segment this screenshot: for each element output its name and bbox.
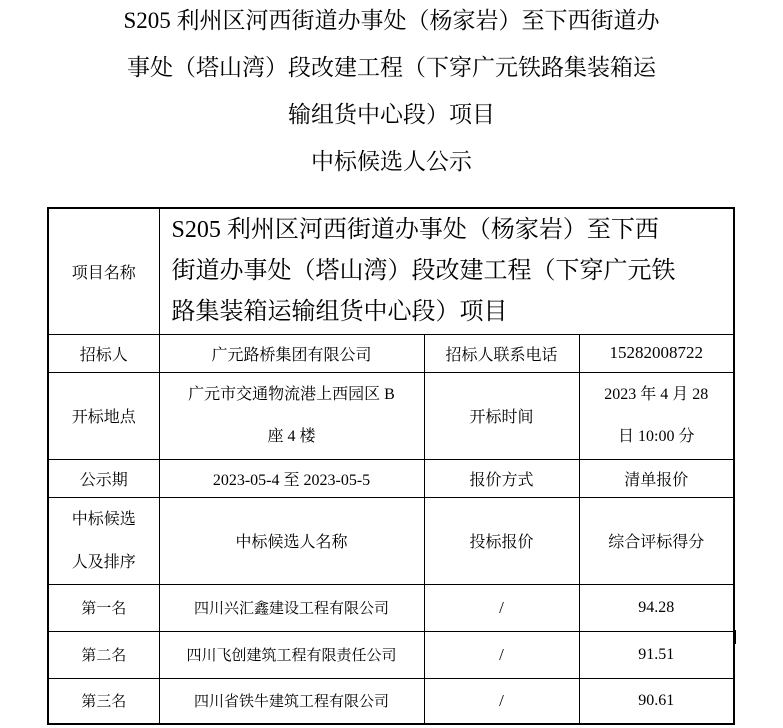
candidate-2-score: 91.51 (579, 631, 734, 678)
bid-price-header: 投标报价 (424, 497, 579, 584)
document-title (0, 0, 783, 185)
table-row-candidate-1 (48, 584, 734, 631)
table-row-project (48, 208, 734, 334)
project-name-value: S205 利州区河西街道办事处（杨家岩）至下西街道办事处（塔山湾）段改建工程（下穿广元铁路集装箱运输组货中心段）项目 (159, 208, 734, 334)
open-time-value: 2023 年 4 月 28 日 10:00 分 (579, 372, 734, 459)
candidate-2-rank: 第二名 (48, 631, 159, 678)
title-line-4: 中标候选人公示 (311, 149, 472, 174)
bid-announcement-table (47, 207, 735, 725)
text-cursor-artifact (733, 630, 736, 644)
bidder-value: 广元路桥集团有限公司 (159, 334, 424, 372)
candidate-name-header: 中标候选人名称 (159, 497, 424, 584)
table-row-candidate-2 (48, 631, 734, 678)
candidate-1-bid: / (424, 584, 579, 631)
bidder-phone-value: 15282008722 (579, 334, 734, 372)
publicity-period-value: 2023-05-4 至 2023-05-5 (159, 459, 424, 497)
candidate-3-score: 90.61 (579, 678, 734, 724)
candidate-2-bid: / (424, 631, 579, 678)
project-name-label: 项目名称 (48, 208, 159, 334)
candidate-2-name: 四川飞创建筑工程有限责任公司 (159, 631, 424, 678)
bidder-phone-label: 招标人联系电话 (424, 334, 579, 372)
table-row-candidate-3 (48, 678, 734, 724)
score-header: 综合评标得分 (579, 497, 734, 584)
table-row-opening (48, 372, 734, 459)
quote-method-label: 报价方式 (424, 459, 579, 497)
table-row-candidates-header (48, 497, 734, 584)
table-row-publicity (48, 459, 734, 497)
candidates-rank-header: 中标候选人及排序 (48, 497, 159, 584)
quote-method-value: 清单报价 (579, 459, 734, 497)
title-line-1: S205 利州区河西街道办事处（杨家岩）至下西街道办 (123, 8, 660, 33)
publicity-period-label: 公示期 (48, 459, 159, 497)
candidate-3-bid: / (424, 678, 579, 724)
open-time-label: 开标时间 (424, 372, 579, 459)
open-location-label: 开标地点 (48, 372, 159, 459)
title-line-3: 输组货中心段）项目 (288, 102, 495, 127)
table-row-bidder (48, 334, 734, 372)
title-line-2: 事处（塔山湾）段改建工程（下穿广元铁路集装箱运 (127, 55, 656, 80)
open-location-value: 广元市交通物流港上西园区 B 座 4 楼 (159, 372, 424, 459)
candidate-3-rank: 第三名 (48, 678, 159, 724)
candidate-1-rank: 第一名 (48, 584, 159, 631)
bidder-label: 招标人 (48, 334, 159, 372)
candidate-1-name: 四川兴汇鑫建设工程有限公司 (159, 584, 424, 631)
candidate-3-name: 四川省铁牛建筑工程有限公司 (159, 678, 424, 724)
candidate-1-score: 94.28 (579, 584, 734, 631)
